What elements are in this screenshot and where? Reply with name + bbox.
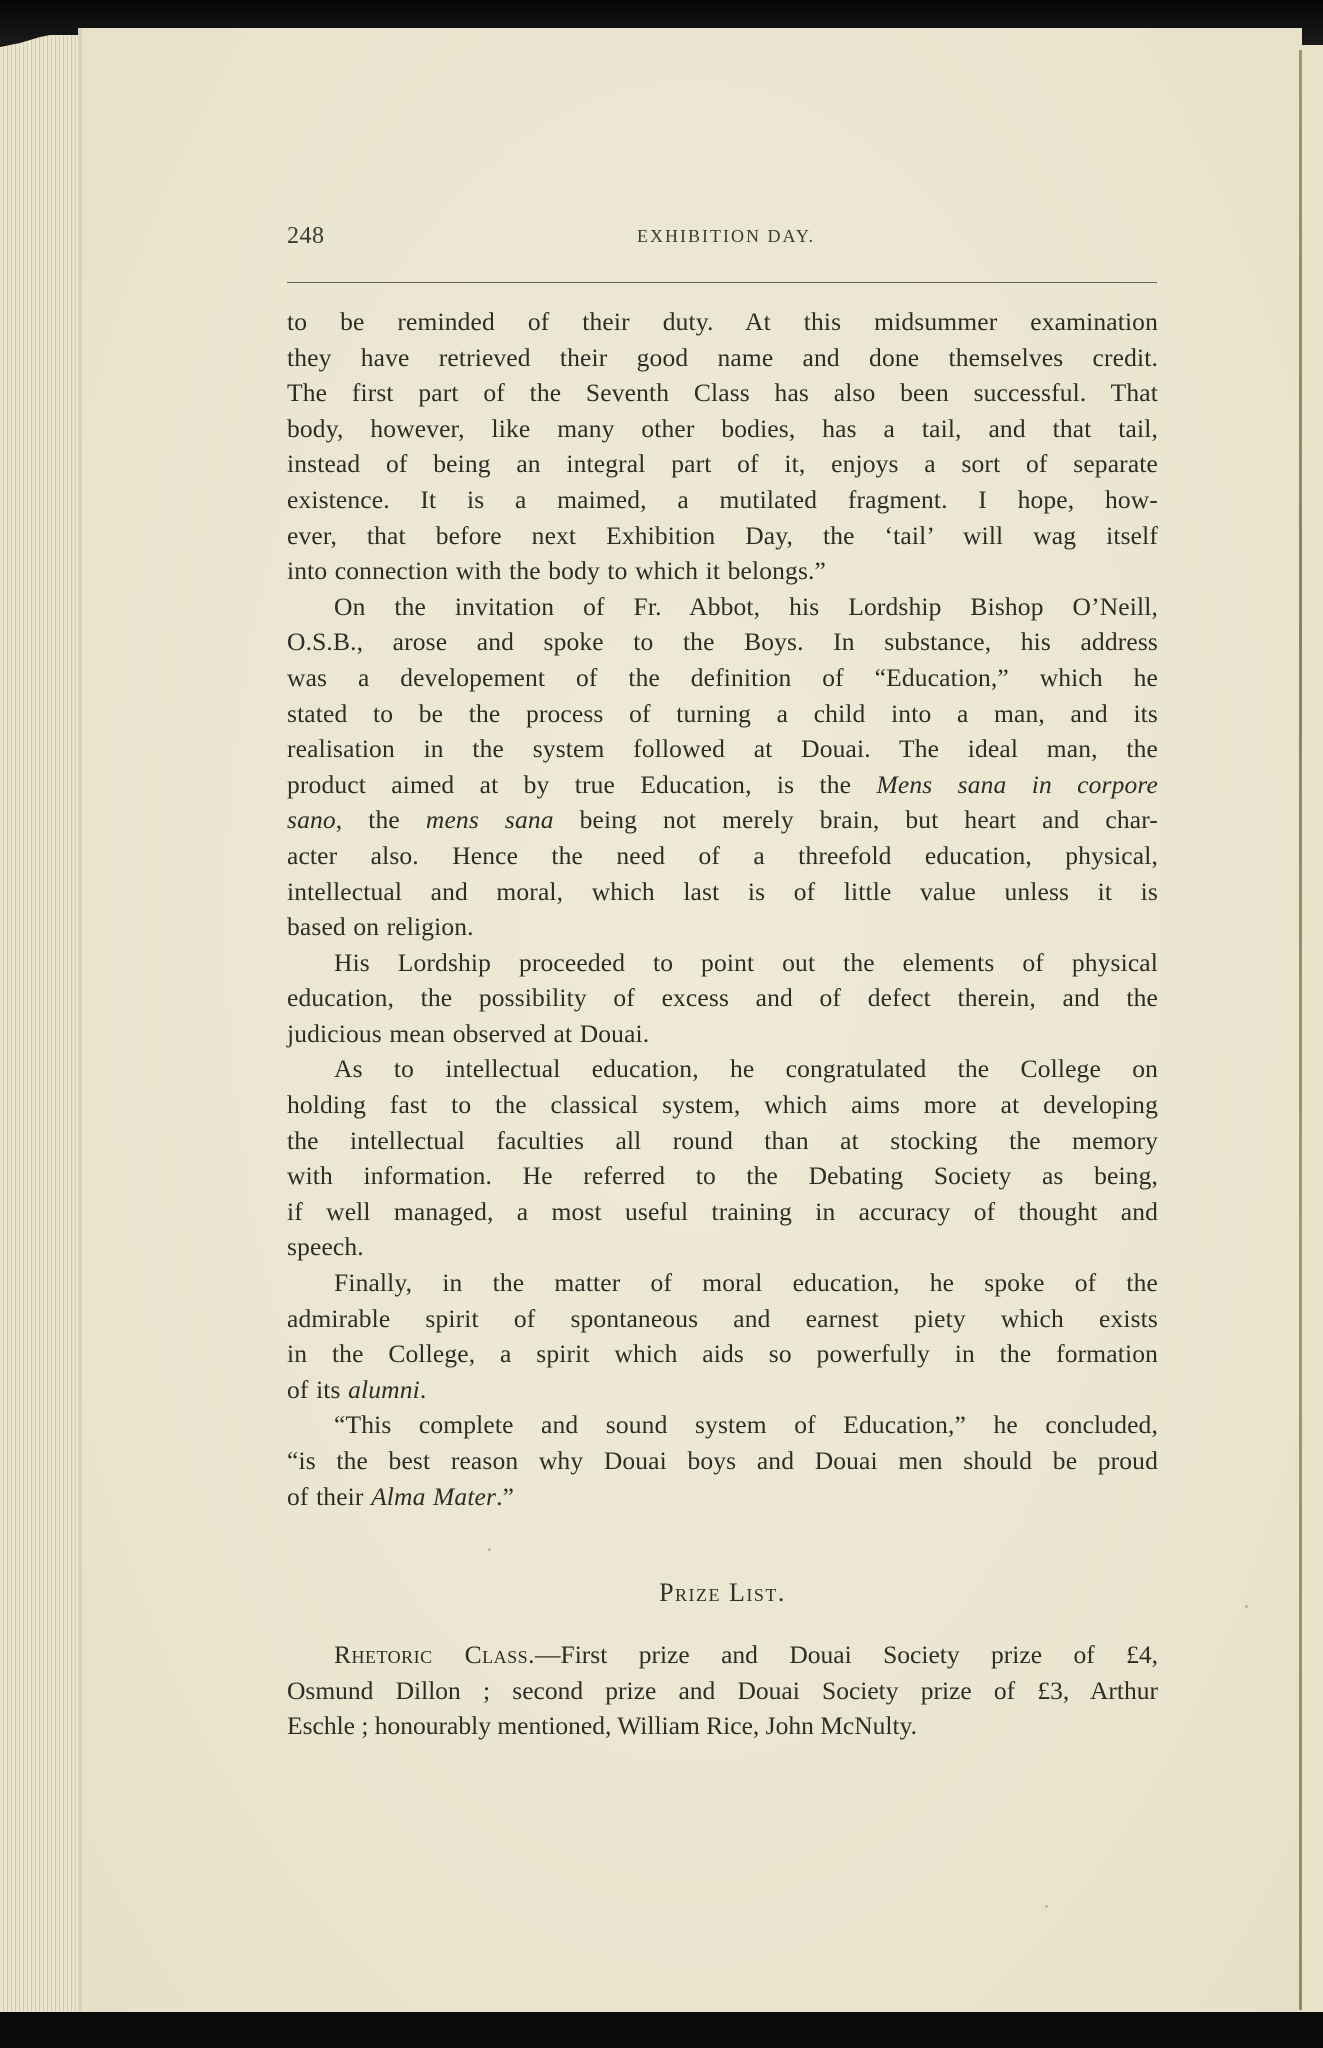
text-line: was a developement of the definition of “Education,” which he: [287, 662, 1158, 692]
text-line: intellectual and moral, which last is of little value unless it is: [287, 876, 1158, 906]
prize-list-heading: Prize List.: [659, 1578, 786, 1607]
text-run: product aimed at by true Education, is the: [287, 769, 877, 799]
paragraph-1: [287, 304, 1158, 589]
page-gutter-edge: [1299, 50, 1302, 2010]
text-run: of its: [287, 1374, 349, 1404]
text-line: the intellectual faculties all round than at stocking the memory: [287, 1125, 1158, 1155]
text-line: Finally, in the matter of moral education, he spoke of the: [334, 1268, 1158, 1298]
scan-background-bottom: [0, 2012, 1323, 2048]
text-line: “is the best reason why Douai boys and Douai men should be proud: [287, 1446, 1158, 1475]
facing-page-strip: [1302, 45, 1323, 2013]
paragraph-4: [287, 1051, 1158, 1265]
page-stack-edges: [0, 35, 82, 2015]
text-line: based on religion.: [287, 912, 474, 942]
text-line: [287, 1637, 1158, 1673]
text-line: acter also. Hence the need of a threefold education, physical,: [287, 840, 1158, 870]
paper-speck: [1045, 1905, 1048, 1908]
text-line: “This complete and sound system of Education,” he concluded,: [334, 1410, 1158, 1440]
text-line: they have retrieved their good name and done themselves credit.: [287, 342, 1158, 372]
text-line: in the College, a spirit which aids so powerfully in the formation: [287, 1339, 1158, 1369]
body-text: [287, 304, 1158, 1514]
text-line: if well managed, a most useful training in accuracy of thought and: [287, 1196, 1158, 1226]
text-run: .”: [496, 1481, 515, 1511]
text-line: judicious mean observed at Douai.: [287, 1018, 650, 1048]
italic-latin-word: sano: [287, 805, 336, 835]
text-line: On the invitation of Fr. Abbot, his Lordship Bishop O’Neill,: [334, 591, 1158, 621]
text-line: stated to be the process of turning a child into a man, and its: [287, 698, 1158, 728]
class-label: Rhetoric Class.: [334, 1640, 536, 1669]
paper-speck: [1245, 1605, 1248, 1608]
text-line: [287, 802, 1158, 838]
text-line: His Lordship proceeded to point out the elements of physical: [334, 947, 1158, 977]
paragraph-3: [287, 945, 1158, 1052]
text-run: being not merely brain, but heart and char-: [553, 805, 1158, 835]
italic-latin-word: alumni: [348, 1374, 420, 1404]
text-line: ever, that before next Exhibition Day, the ‘tail’ will wag itself: [287, 520, 1158, 550]
text-run: .: [419, 1374, 427, 1404]
text-line: speech.: [287, 1232, 364, 1262]
text-line: with information. He referred to the Debating Society as being,: [287, 1161, 1158, 1191]
italic-latin-phrase: Alma Mater: [371, 1481, 497, 1511]
text-line: education, the possibility of excess and of defect therein, and the: [287, 983, 1158, 1013]
paragraph-2: [287, 589, 1158, 945]
text-line: existence. It is a maimed, a mutilated fragment. I hope, how-: [287, 484, 1158, 514]
text-run: —First prize and Douai Society prize of £4,: [535, 1640, 1158, 1669]
text-line: [287, 1479, 1158, 1515]
text-line: O.S.B., arose and spoke to the Boys. In substance, his address: [287, 627, 1158, 657]
italic-latin-phrase: mens sana: [425, 805, 554, 835]
text-line: instead of being an integral part of it, enjoys a sort of separate: [287, 449, 1158, 479]
text-line: The first part of the Seventh Class has also been successful. That: [287, 378, 1158, 408]
text-line: body, however, like many other bodies, has a tail, and that tail,: [287, 413, 1158, 443]
text-line: realisation in the system followed at Douai. The ideal man, the: [287, 734, 1158, 764]
text-line: Osmund Dillon ; second prize and Douai Society prize of £3, Arthur: [287, 1675, 1158, 1705]
text-run: of their: [287, 1481, 372, 1511]
text-line: holding fast to the classical system, which aims more at developing: [287, 1090, 1158, 1120]
text-line: Eschle ; honourably mentioned, William Rice, John McNulty.: [287, 1711, 917, 1741]
text-line: As to intellectual education, he congratulated the College on: [334, 1054, 1158, 1084]
text-line: admirable spirit of spontaneous and earnest piety which exists: [287, 1303, 1158, 1333]
text-line: into connection with the body to which it belongs.”: [287, 556, 827, 586]
text-run: , the: [335, 805, 426, 835]
paper-speck: [488, 1548, 491, 1551]
text-line: [287, 1372, 1158, 1408]
header-rule: [287, 282, 1157, 283]
text-line: [287, 767, 1158, 803]
rhetoric-class-entry: [287, 1637, 1158, 1744]
paragraph-5: [287, 1265, 1158, 1407]
paragraph-6: [287, 1407, 1158, 1514]
page-number: 248: [287, 223, 325, 249]
italic-latin-phrase: Mens sana in corpore: [876, 769, 1159, 799]
running-head: [287, 223, 1157, 253]
text-line: to be reminded of their duty. At this midsummer examination: [287, 307, 1158, 336]
running-title: EXHIBITION DAY.: [637, 226, 815, 246]
